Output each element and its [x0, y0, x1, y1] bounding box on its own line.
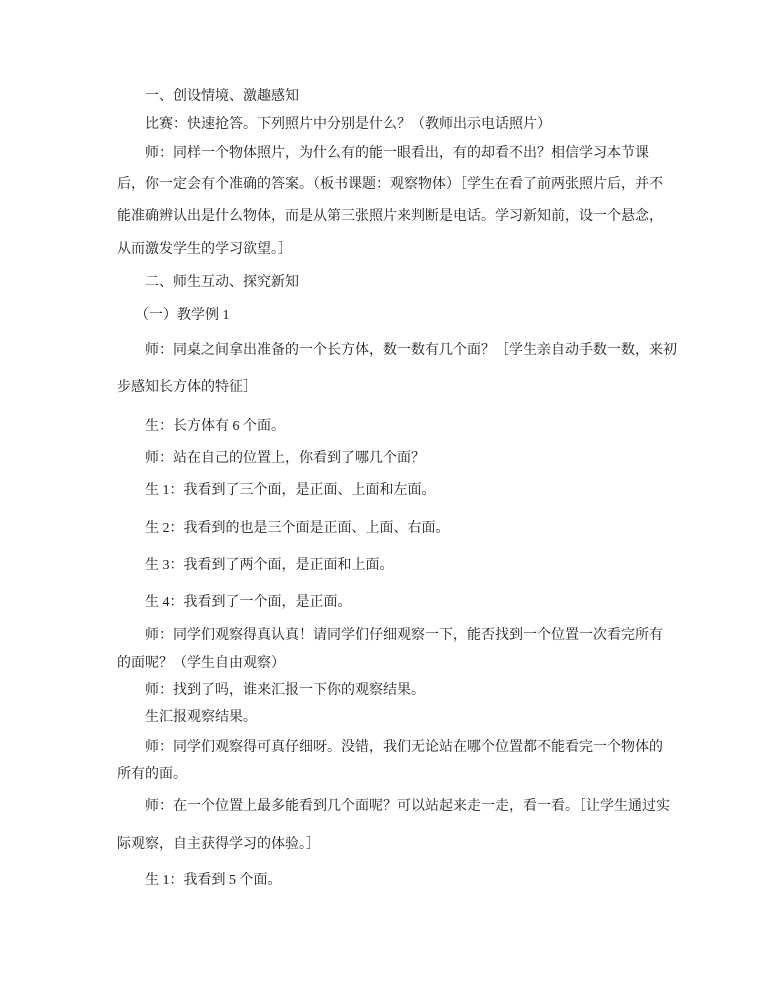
doc-line: 的面呢？（学生自由观察）	[117, 656, 285, 671]
doc-line: 生汇报观察结果。	[145, 710, 257, 725]
doc-line: 师：同学们观察得可真仔细呀。没错，我们无论站在哪个位置都不能看完一个物体的	[145, 740, 663, 755]
doc-line: 后，你一定会有个准确的答案。（板书课题：观察物体）［学生在看了前两张照片后，并不	[117, 177, 663, 192]
doc-line: 师：同桌之间拿出准备的一个长方体，数一数有几个面？［学生亲自动手数一数，来初	[145, 343, 677, 358]
doc-line: 生 4：我看到了一个面，是正面。	[145, 595, 352, 610]
doc-line: 比赛：快速抢答。下列照片中分别是什么？（教师出示电话照片）	[145, 117, 551, 132]
doc-line: 生 3：我看到了两个面，是正面和上面。	[145, 558, 394, 573]
doc-line: 生 1：我看到了三个面，是正面、上面和左面。	[145, 483, 436, 498]
subsection-heading: （一）教学例 1	[135, 308, 230, 323]
doc-line: 际观察，自主获得学习的体验。］	[117, 837, 320, 852]
doc-line: 师：找到了吗，谁来汇报一下你的观察结果。	[145, 683, 425, 698]
doc-line: 生：长方体有 6 个面。	[145, 419, 285, 434]
section-heading-one: 一、创设情境、激趣感知	[145, 89, 299, 104]
doc-line: 师：站在自己的位置上，你看到了哪几个面？	[145, 451, 425, 466]
doc-line: 从而激发学生的学习欲望。］	[117, 242, 292, 257]
doc-line: 步感知长方体的特征］	[117, 380, 257, 395]
doc-line: 所有的面。	[117, 767, 187, 782]
doc-line: 生 1：我看到 5 个面。	[145, 873, 282, 888]
doc-line: 师：在一个位置上最多能看到几个面呢？可以站起来走一走，看一看。［让学生通过实	[145, 799, 670, 814]
doc-line: 能准确辨认出是什么物体，而是从第三张照片来判断是电话。学习新知前，设一个悬念，	[117, 209, 663, 224]
doc-line: 师：同学们观察得真认真！请同学们仔细观察一下，能否找到一个位置一次看完所有	[145, 628, 663, 643]
section-heading-two: 二、师生互动、探究新知	[145, 275, 299, 290]
doc-line: 师：同样一个物体照片，为什么有的能一眼看出，有的却看不出？相信学习本节课	[145, 146, 649, 161]
doc-line: 生 2：我看到的也是三个面是正面、上面、右面。	[145, 521, 450, 536]
